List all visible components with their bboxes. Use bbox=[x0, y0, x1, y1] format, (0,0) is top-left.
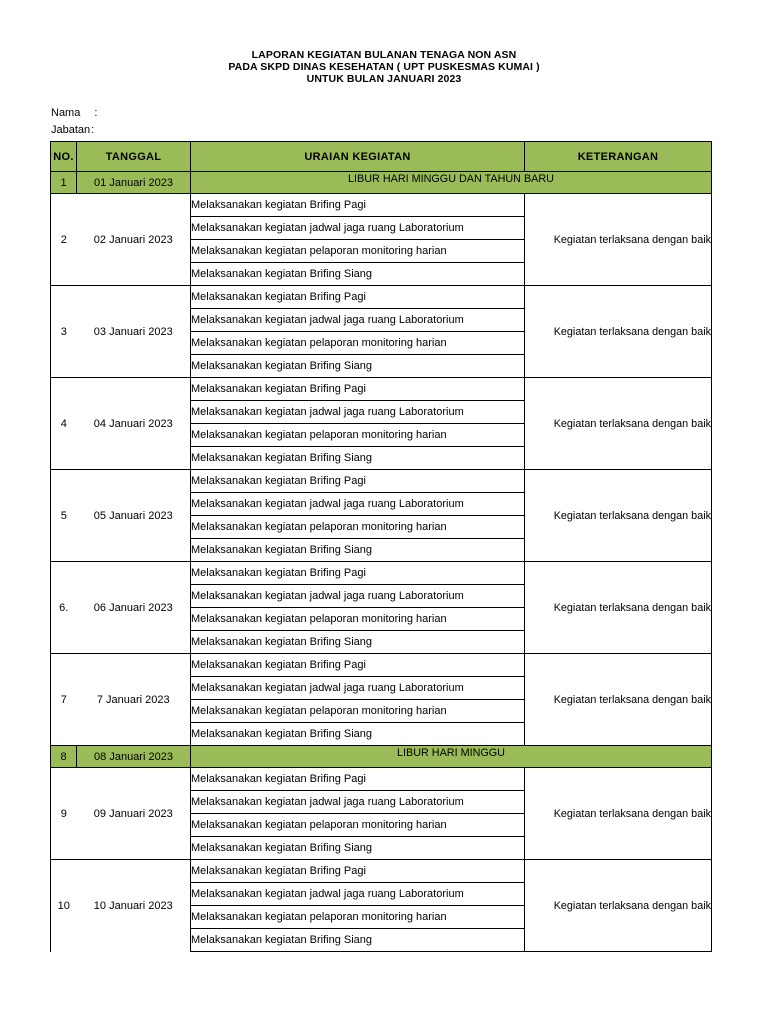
activity-item: Melaksanakan kegiatan jadwal jaga ruang Laboratorium bbox=[191, 217, 525, 240]
report-title: LAPORAN KEGIATAN BULANAN TENAGA NON ASN bbox=[251, 49, 517, 61]
table-row bbox=[51, 768, 712, 791]
table-row bbox=[51, 286, 712, 309]
row-number: 9 bbox=[51, 768, 77, 860]
activity-item: Melaksanakan kegiatan pelaporan monitoring harian bbox=[191, 240, 525, 263]
activity-item: Melaksanakan kegiatan pelaporan monitoring harian bbox=[191, 700, 525, 723]
activity-item: Melaksanakan kegiatan pelaporan monitoring harian bbox=[191, 906, 525, 929]
row-number: 3 bbox=[51, 286, 77, 378]
column-header-no: NO. bbox=[51, 142, 77, 172]
column-header-keterangan: KETERANGAN bbox=[525, 142, 712, 172]
jabatan-field bbox=[51, 124, 94, 137]
activity-item: Melaksanakan kegiatan Brifing Siang bbox=[191, 447, 525, 470]
row-keterangan: Kegiatan terlaksana dengan baik bbox=[525, 194, 712, 286]
activity-item: Melaksanakan kegiatan Brifing Siang bbox=[191, 929, 525, 952]
table-row bbox=[51, 378, 712, 401]
nama-field bbox=[51, 107, 97, 120]
row-date: 01 Januari 2023 bbox=[77, 172, 191, 194]
activity-item: Melaksanakan kegiatan Brifing Pagi bbox=[191, 562, 525, 585]
activity-item: Melaksanakan kegiatan Brifing Siang bbox=[191, 355, 525, 378]
report-header bbox=[0, 49, 768, 85]
row-number: 4 bbox=[51, 378, 77, 470]
row-date: 06 Januari 2023 bbox=[77, 562, 191, 654]
activity-item: Melaksanakan kegiatan jadwal jaga ruang Laboratorium bbox=[191, 791, 525, 814]
activity-item: Melaksanakan kegiatan Brifing Pagi bbox=[191, 768, 525, 791]
row-date: 08 Januari 2023 bbox=[77, 746, 191, 768]
activity-item: Melaksanakan kegiatan Brifing Pagi bbox=[191, 860, 525, 883]
row-number: 2 bbox=[51, 194, 77, 286]
row-date: 10 Januari 2023 bbox=[77, 860, 191, 952]
table-row bbox=[51, 860, 712, 883]
row-date: 04 Januari 2023 bbox=[77, 378, 191, 470]
nama-label: Nama bbox=[51, 107, 81, 119]
row-keterangan: Kegiatan terlaksana dengan baik bbox=[525, 286, 712, 378]
row-keterangan: Kegiatan terlaksana dengan baik bbox=[525, 860, 712, 952]
activity-item: Melaksanakan kegiatan Brifing Pagi bbox=[191, 286, 525, 309]
activity-item: Melaksanakan kegiatan Brifing Siang bbox=[191, 539, 525, 562]
table-row bbox=[51, 194, 712, 217]
row-date: 03 Januari 2023 bbox=[77, 286, 191, 378]
activity-item: Melaksanakan kegiatan Brifing Pagi bbox=[191, 470, 525, 493]
activity-item: Melaksanakan kegiatan Brifing Siang bbox=[191, 723, 525, 746]
activity-item: Melaksanakan kegiatan jadwal jaga ruang Laboratorium bbox=[191, 585, 525, 608]
activity-item: Melaksanakan kegiatan Brifing Pagi bbox=[191, 194, 525, 217]
table-row-holiday bbox=[51, 746, 712, 768]
row-number: 10 bbox=[51, 860, 77, 952]
activity-item: Melaksanakan kegiatan jadwal jaga ruang Laboratorium bbox=[191, 401, 525, 424]
activity-item: Melaksanakan kegiatan jadwal jaga ruang Laboratorium bbox=[191, 493, 525, 516]
row-date: 7 Januari 2023 bbox=[77, 654, 191, 746]
row-number: 5 bbox=[51, 470, 77, 562]
holiday-label: LIBUR HARI MINGGU DAN TAHUN BARU bbox=[191, 172, 712, 194]
activity-item: Melaksanakan kegiatan jadwal jaga ruang Laboratorium bbox=[191, 883, 525, 906]
row-number: 7 bbox=[51, 654, 77, 746]
activity-item: Melaksanakan kegiatan pelaporan monitoring harian bbox=[191, 332, 525, 355]
row-keterangan: Kegiatan terlaksana dengan baik bbox=[525, 654, 712, 746]
activity-table bbox=[50, 141, 712, 952]
activity-item: Melaksanakan kegiatan Brifing Siang bbox=[191, 631, 525, 654]
nama-colon: : bbox=[94, 107, 98, 119]
activity-item: Melaksanakan kegiatan pelaporan monitoring harian bbox=[191, 814, 525, 837]
activity-item: Melaksanakan kegiatan jadwal jaga ruang Laboratorium bbox=[191, 309, 525, 332]
row-keterangan: Kegiatan terlaksana dengan baik bbox=[525, 378, 712, 470]
table-row-holiday bbox=[51, 172, 712, 194]
row-date: 02 Januari 2023 bbox=[77, 194, 191, 286]
table-body bbox=[51, 172, 712, 952]
holiday-label: LIBUR HARI MINGGU bbox=[191, 746, 712, 768]
table-row bbox=[51, 562, 712, 585]
row-date: 09 Januari 2023 bbox=[77, 768, 191, 860]
activity-item: Melaksanakan kegiatan Brifing Pagi bbox=[191, 378, 525, 401]
row-number: 8 bbox=[51, 746, 77, 768]
row-date: 05 Januari 2023 bbox=[77, 470, 191, 562]
activity-item: Melaksanakan kegiatan Brifing Siang bbox=[191, 263, 525, 286]
jabatan-label: Jabatan bbox=[51, 124, 91, 136]
activity-item: Melaksanakan kegiatan Brifing Pagi bbox=[191, 654, 525, 677]
column-header-uraian: URAIAN KEGIATAN bbox=[191, 142, 525, 172]
row-keterangan: Kegiatan terlaksana dengan baik bbox=[525, 768, 712, 860]
report-subtitle: PADA SKPD DINAS KESEHATAN ( UPT PUSKESMAS KUMAI ) bbox=[228, 61, 540, 73]
activity-item: Melaksanakan kegiatan jadwal jaga ruang Laboratorium bbox=[191, 677, 525, 700]
row-keterangan: Kegiatan terlaksana dengan baik bbox=[525, 562, 712, 654]
activity-item: Melaksanakan kegiatan pelaporan monitoring harian bbox=[191, 424, 525, 447]
column-header-tanggal: TANGGAL bbox=[77, 142, 191, 172]
row-keterangan: Kegiatan terlaksana dengan baik bbox=[525, 470, 712, 562]
activity-item: Melaksanakan kegiatan Brifing Siang bbox=[191, 837, 525, 860]
table-row bbox=[51, 654, 712, 677]
jabatan-colon: : bbox=[91, 124, 95, 136]
activity-item: Melaksanakan kegiatan pelaporan monitoring harian bbox=[191, 516, 525, 539]
table-header-row bbox=[51, 142, 712, 172]
activity-item: Melaksanakan kegiatan pelaporan monitoring harian bbox=[191, 608, 525, 631]
row-number: 6. bbox=[51, 562, 77, 654]
report-period: UNTUK BULAN JANUARI 2023 bbox=[306, 73, 462, 85]
row-number: 1 bbox=[51, 172, 77, 194]
table-row bbox=[51, 470, 712, 493]
